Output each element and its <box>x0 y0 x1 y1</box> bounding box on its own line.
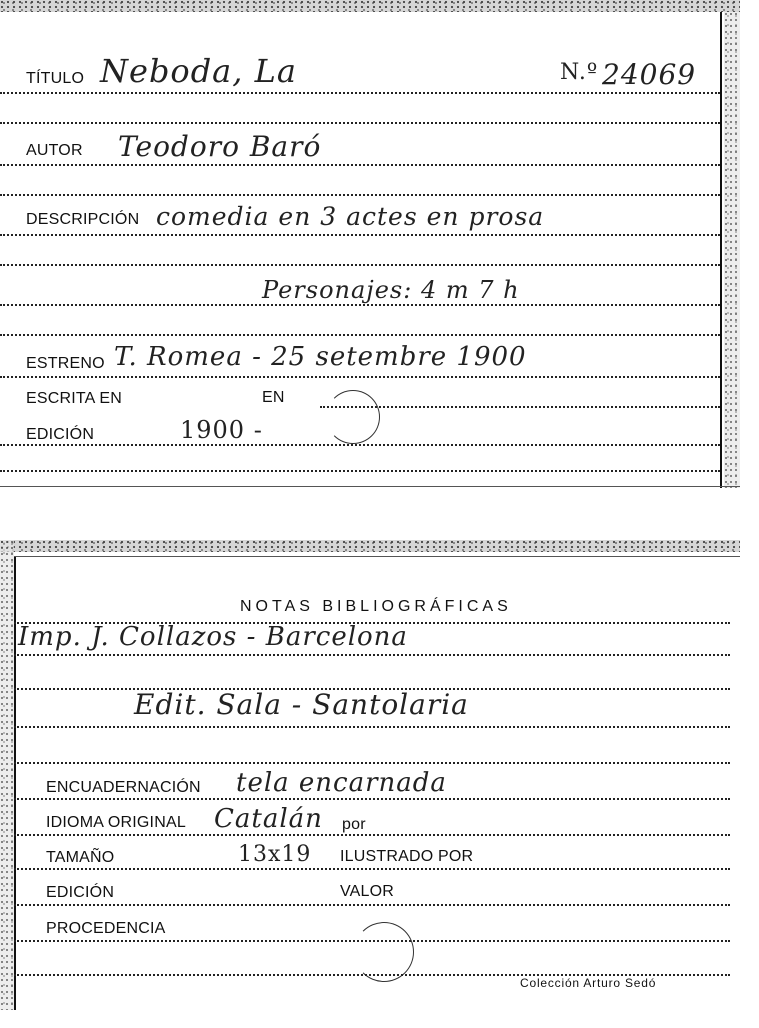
valor-label: VALOR <box>340 883 395 900</box>
descripcion-label: DESCRIPCIÓN <box>26 211 140 228</box>
autor-label: AUTOR <box>26 142 83 159</box>
edicion-label: EDICIÓN <box>26 426 95 443</box>
tamano-label: TAMAÑO <box>46 849 115 866</box>
rule <box>0 194 720 196</box>
rule <box>320 406 720 408</box>
ilustrado-label: ILUSTRADO POR <box>340 848 474 865</box>
autor-value: Teodoro Baró <box>118 130 322 163</box>
encuadernacion-label: ENCUADERNACIÓN <box>46 779 201 796</box>
rule <box>0 304 720 306</box>
rule <box>0 334 720 336</box>
rule <box>14 798 730 800</box>
rule <box>0 376 720 378</box>
rule <box>0 122 720 124</box>
rule <box>0 444 720 446</box>
estreno-value: T. Romea - 25 setembre 1900 <box>114 342 527 372</box>
estreno-label: ESTRENO <box>26 355 105 372</box>
rule <box>0 264 720 266</box>
numero-value: 24069 <box>602 58 697 91</box>
numero-label: N.º <box>560 60 599 85</box>
rule <box>14 834 730 836</box>
collection-credit: Colección Arturo Sedó <box>520 976 657 990</box>
rule <box>0 234 720 236</box>
note-line: Edit. Sala - Santolaria <box>134 688 469 721</box>
note-line: Imp. J. Collazos - Barcelona <box>18 622 408 652</box>
en-label: EN <box>262 389 285 406</box>
idioma-label: IDIOMA ORIGINAL <box>46 814 186 831</box>
por-label: por <box>342 816 366 833</box>
card-border-bottom <box>0 486 740 487</box>
catalog-card-top <box>0 12 740 488</box>
card-border-top <box>14 556 740 557</box>
escrita-en-label: ESCRITA EN <box>26 390 122 407</box>
descripcion-value: comedia en 3 actes en prosa <box>156 202 545 231</box>
rule <box>0 92 720 94</box>
notas-title: NOTAS BIBLIOGRÁFICAS <box>240 598 512 615</box>
scan-edge-top <box>0 0 740 12</box>
rule <box>14 654 730 656</box>
idioma-value: Catalán <box>214 804 323 834</box>
punch-hole-icon <box>354 922 414 982</box>
card-border-right <box>720 12 722 488</box>
rule <box>14 726 730 728</box>
personajes-value: Personajes: 4 m 7 h <box>262 276 520 304</box>
rule <box>14 868 730 870</box>
tamano-value: 13x19 <box>238 842 312 867</box>
rule <box>14 904 730 906</box>
edicion-value: 1900 - <box>180 416 263 444</box>
encuadernacion-value: tela encarnada <box>236 768 447 798</box>
rule <box>14 762 730 764</box>
rule <box>0 470 720 472</box>
scan-edge-top <box>0 540 740 552</box>
rule <box>0 164 720 166</box>
catalog-card-bottom <box>0 540 740 1010</box>
procedencia-label: PROCEDENCIA <box>46 920 166 937</box>
titulo-value: Neboda, La <box>100 52 297 90</box>
punch-hole-icon <box>326 390 380 444</box>
titulo-label: TÍTULO <box>26 70 85 87</box>
edicion-label: EDICIÓN <box>46 884 115 901</box>
scan-edge-left <box>0 540 14 1010</box>
scan-edge-right <box>724 12 740 488</box>
